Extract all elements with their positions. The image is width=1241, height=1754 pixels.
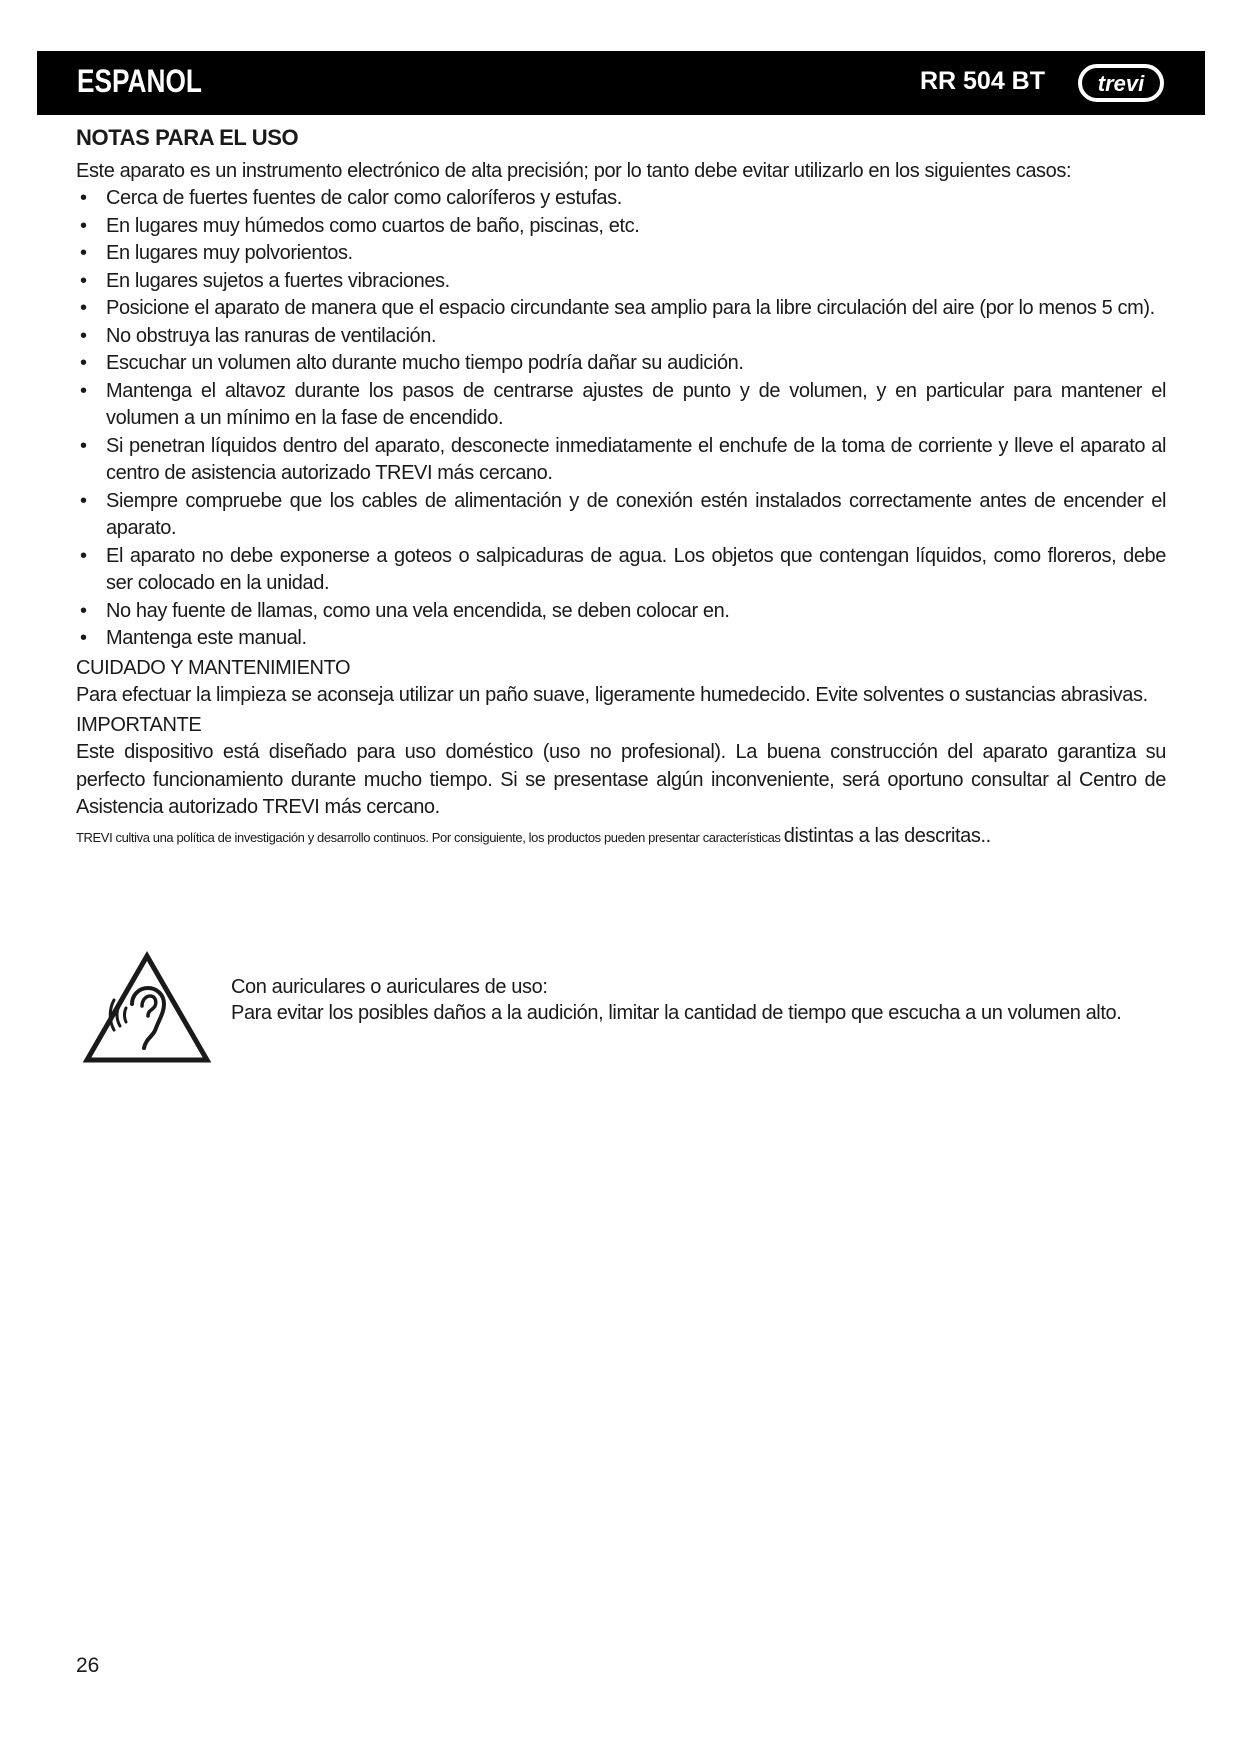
list-item: • No obstruya las ranuras de ventilación. <box>76 323 1166 351</box>
list-item: • Si penetran líquidos dentro del aparato, desconecte inmediatamente el enchufe de la toma de corriente y lleve el aparato al centro de asistencia autorizado TREVI más cercano. <box>76 433 1166 488</box>
important-text: Este dispositivo está diseñado para uso doméstico (uso no profesional). La buena construcción del aparato garantiza su perfecto funcionamiento durante mucho tiempo. Si se presentase algún inconveniente, será oportuno consultar al Centro de Asistencia autorizado TREVI más cercano. <box>76 741 1166 818</box>
hearing-warning-text <box>231 974 1161 1026</box>
model-label: RR 504 BT <box>919 67 1045 95</box>
hearing-warning-icon <box>82 950 212 1066</box>
main-content <box>76 124 1166 848</box>
list-item: • Escuchar un volumen alto durante mucho tiempo podría dañar su audición. <box>76 350 1166 378</box>
policy-note-tail: distintas a las descritas.. <box>783 824 991 847</box>
care-text: Para efectuar la limpieza se aconseja utilizar un paño suave, ligeramente humedecido. Evite solventes o sustancias abrasivas. <box>76 684 1148 706</box>
list-item: • En lugares sujetos a fuertes vibraciones. <box>76 268 1166 296</box>
policy-note <box>76 826 1166 848</box>
logo-text: trevi <box>1097 71 1145 96</box>
notes-intro: Este aparato es un instrumento electrónico de alta precisión; por lo tanto debe evitar utilizarlo en los siguientes casos: <box>76 159 1072 182</box>
policy-note-small: TREVI cultiva una política de investigación y desarrollo continuos. Por consiguiente, los productos pueden presentar características <box>76 829 781 845</box>
hearing-warning-line2: Para evitar los posibles daños a la audición, limitar la cantidad de tiempo que escucha a un volumen alto. <box>231 1002 1122 1024</box>
language-label: ESPANOL <box>77 63 202 99</box>
list-item: • En lugares muy húmedos como cuartos de baño, piscinas, etc. <box>76 213 1166 241</box>
care-title: CUIDADO Y MANTENIMIENTO <box>76 656 351 679</box>
list-item: • No hay fuente de llamas, como una vela encendida, se deben colocar en. <box>76 598 1166 626</box>
list-item: • Posicione el aparato de manera que el espacio circundante sea amplio para la libre circulación del aire (por lo menos 5 cm). <box>76 295 1166 323</box>
list-item: • Mantenga este manual. <box>76 625 1166 653</box>
notes-list <box>76 185 1166 653</box>
trevi-logo <box>1077 63 1165 103</box>
list-item: • Cerca de fuertes fuentes de calor como caloríferos y estufas. <box>76 185 1166 213</box>
page-number: 26 <box>76 1654 100 1677</box>
important-title: IMPORTANTE <box>76 713 202 736</box>
notes-title: NOTAS PARA EL USO <box>76 125 299 150</box>
list-item: • Siempre compruebe que los cables de alimentación y de conexión estén instalados correctamente antes de encender el aparato. <box>76 488 1166 543</box>
list-item: • En lugares muy polvorientos. <box>76 240 1166 268</box>
page-header <box>37 51 1205 115</box>
list-item: • Mantenga el altavoz durante los pasos de centrarse ajustes de punto y de volumen, y en particular para mantener el volumen a un mínimo en la fase de encendido. <box>76 378 1166 433</box>
list-item: • El aparato no debe exponerse a goteos o salpicaduras de agua. Los objetos que contengan líquidos, como floreros, debe ser colocado en la unidad. <box>76 543 1166 598</box>
hearing-warning-line1: Con auriculares o auriculares de uso: <box>231 976 548 998</box>
